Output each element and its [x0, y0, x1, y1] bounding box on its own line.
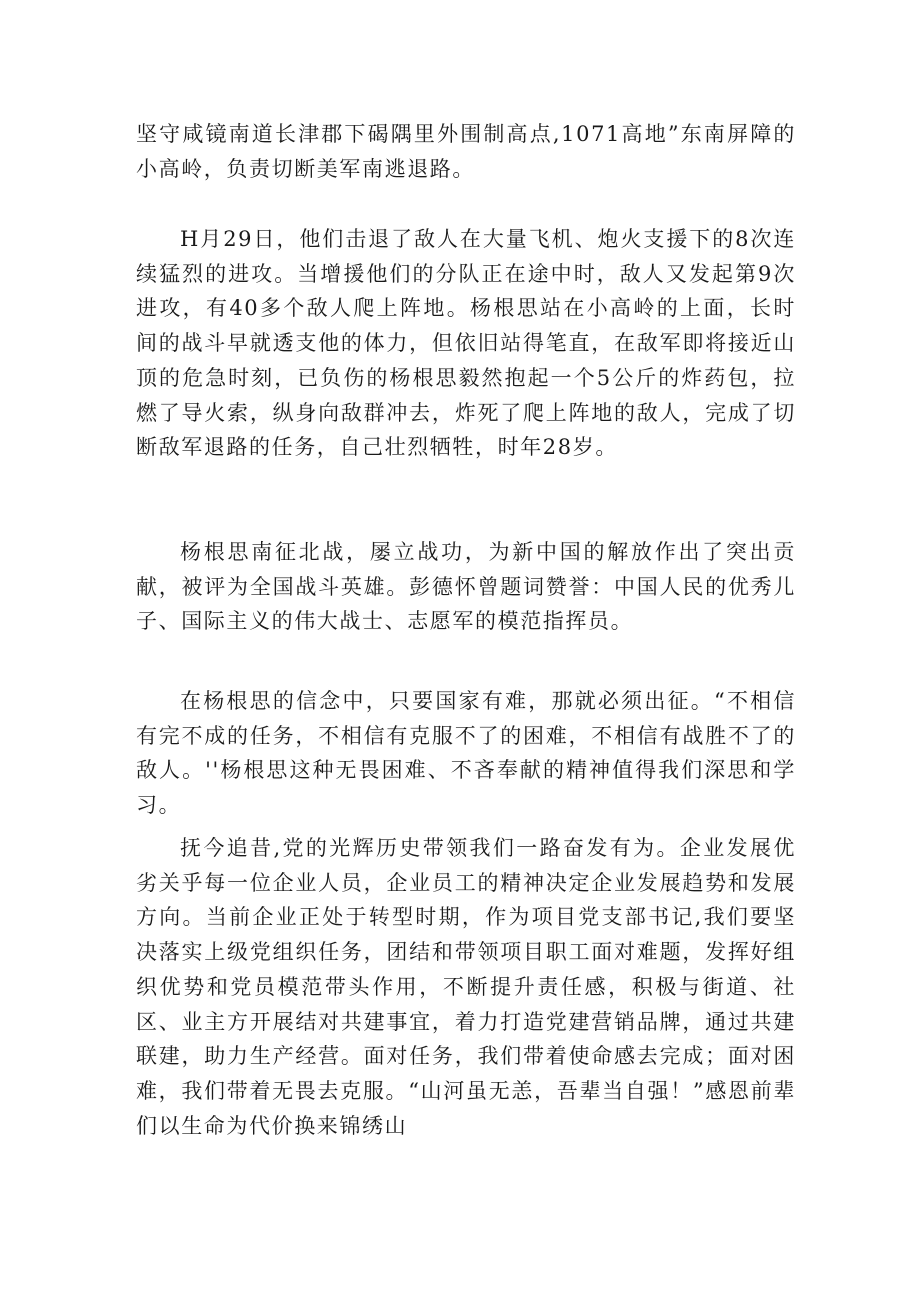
paragraph-continuation: 坚守咸镜南道长津郡下碣隅里外围制高点,1071高地”东南屏障的小高岭，负责切断美军南逃退路。 [136, 122, 796, 181]
paragraph-reflection: 抚今追昔,党的光辉历史带领我们一路奋发有为。企业发展优劣关乎每一位企业人员，企业员工的精神决定企业发展趋势和发展方向。当前企业正处于转型时期，作为项目党支部书记,我们要坚决落实上级党组织任务，团结和带领项目职工面对难题，发挥好组织优势和党员模范带头作用，不断提升责任感，积极与街道、社区、业主方开展结对共建事宜，着力打造党建营销品牌，通过共建联建，助力生产经营。面对任务，我们带着使命感去完成；面对困难，我们带着无畏去克服。“山河虽无恙，吾辈当自强！”感恩前辈们以生命为代价换来锦绣山 [136, 836, 796, 1138]
paragraph-belief: 在杨根思的信念中，只要国家有难，那就必须出征。“不相信有完不成的任务，不相信有克服不了的困难，不相信有战胜不了的敌人。''杨根思这种无畏困难、不吝奉献的精神值得我们深思和学习。 [136, 689, 796, 818]
paragraph-battle-account: H月29日，他们击退了敌人在大量飞机、炮火支援下的8次连续猛烈的进攻。当增援他们的分队正在途中时，敌人又发起第9次进攻，有40多个敌人爬上阵地。杨根思站在小高岭的上面，长时间的战斗早就透支他的体力，但依旧站得笔直，在敌军即将接近山顶的危急时刻，已负伤的杨根思毅然抱起一个5公斤的炸药包，拉燃了导火索，纵身向敌群冲去，炸死了爬上阵地的敌人，完成了切断敌军退路的任务，自己壮烈牺牲，时年28岁。 [136, 227, 796, 460]
paragraph-honors: 杨根思南征北战，屡立战功，为新中国的解放作出了突出贡献，被评为全国战斗英雄。彭德怀曾题词赞誉：中国人民的优秀儿子、国际主义的伟大战士、志愿军的模范指挥员。 [136, 540, 796, 634]
